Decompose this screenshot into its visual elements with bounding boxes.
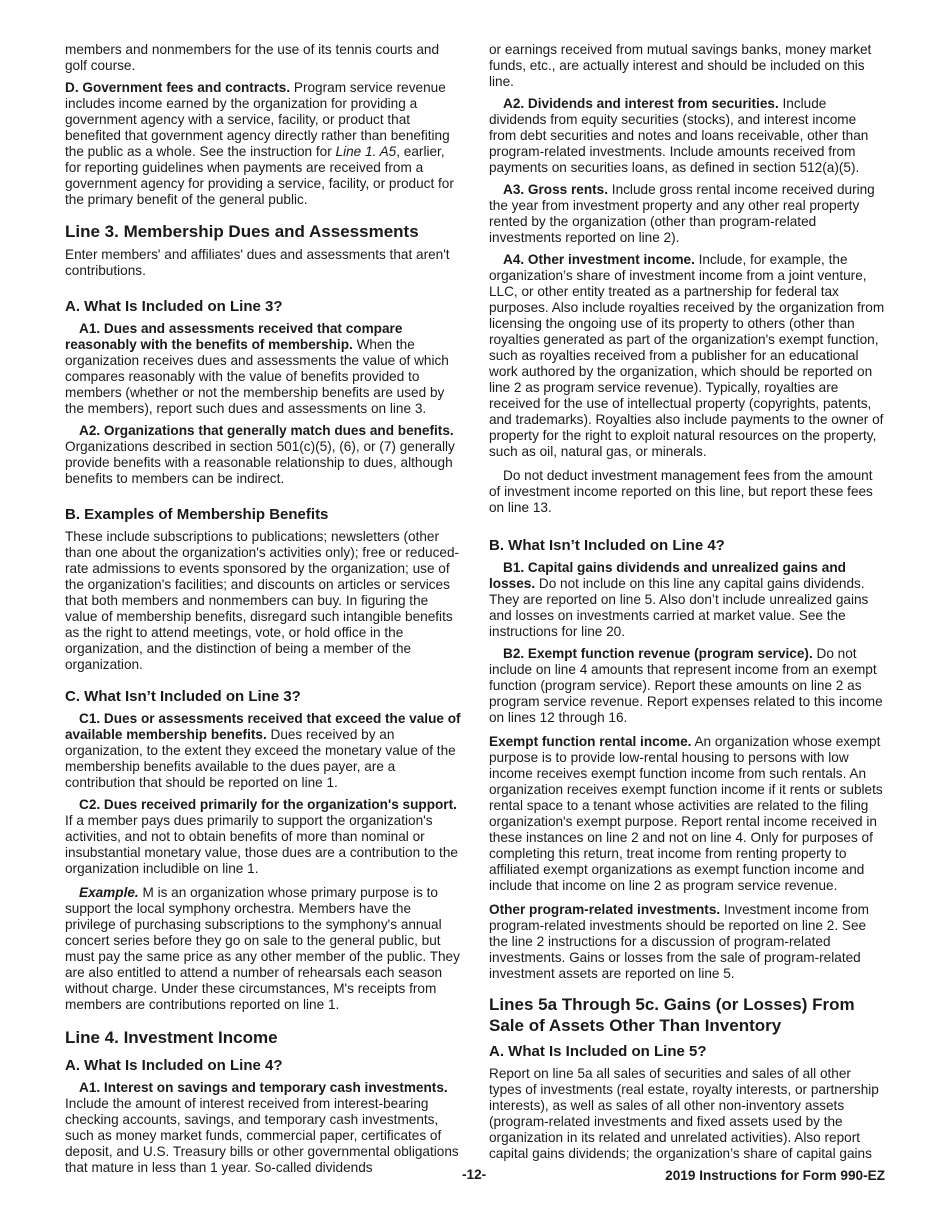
section-heading-line-4: Line 4. Investment Income: [65, 1028, 278, 1047]
example-label: Example.: [79, 885, 139, 900]
run-in-heading: C1. Dues or assessments received that exceed the value of available membership benefits.: [65, 711, 461, 742]
paragraph-a2: A2. Organizations that generally match dues and benefits. Organizations described in section 501(c)(5), (6), or (7) generally provide benefits with a reasonable relationship to dues, although benefits to members can be indirect.: [65, 423, 455, 486]
run-in-heading: Other program-related investments.: [489, 902, 721, 917]
right-column: [489, 42, 887, 1168]
subsection-heading: A. What Is Included on Line 3?: [65, 298, 283, 315]
run-in-heading: B2. Exempt function revenue (program service).: [503, 646, 813, 661]
paragraph-exempt-rental: Exempt function rental income. An organization whose exempt purpose is to provide low-rental housing to persons with low income receives exempt function income from such rentals. An organization receives exempt function income if it rents or sublets rental space to a tenant whose activities are related to the filing organization's exempt purpose. Report rental income received in these instances on line 2 and not on line 4. Only for purposes of completing this return, treat income from renting property to affiliated exempt organizations as exempt function income and include that income on line 2 as program service revenue.: [489, 734, 883, 893]
section-heading-line-3: Line 3. Membership Dues and Assessments: [65, 222, 419, 241]
subsection-heading: B. What Isn’t Included on Line 4?: [489, 537, 725, 554]
run-in-heading: A1. Interest on savings and temporary cash investments.: [79, 1080, 448, 1095]
paragraph-a3-rents: A3. Gross rents. Include gross rental income received during the year from investment property and any other real property rented by the organization (other than program-related investments reported on line 2).: [489, 182, 875, 245]
section-heading-line-5: Lines 5a Through 5c. Gains (or Losses) From Sale of Assets Other Than Inventory: [489, 995, 855, 1035]
paragraph-c1: C1. Dues or assessments received that exceed the value of available membership benefits. Dues received by an organization, to the extent they exceed the monetary value of the membership benefits available to the dues payer, are a contribution that should be reported on line 1.: [65, 711, 461, 790]
paragraph-a1: A1. Dues and assessments received that compare reasonably with the benefits of membership. When the organization receives dues and assessments the value of which compares reasonably with the value of benefits provided to members (whether or not the membership benefits are used by the members), report such dues and assessments on line 3.: [65, 321, 449, 416]
run-in-heading: A4. Other investment income.: [503, 252, 695, 267]
left-column: [65, 42, 463, 1182]
paragraph: Enter members' and affiliates' dues and assessments that aren't contributions.: [65, 247, 450, 278]
run-in-heading: C2. Dues received primarily for the organization's support.: [79, 797, 457, 812]
document-title: 2019 Instructions for Form 990-EZ: [665, 1168, 885, 1183]
paragraph: or earnings received from mutual savings banks, money market funds, etc., are actually interest and should be included on this line.: [489, 42, 872, 89]
run-in-heading: D. Government fees and contracts.: [65, 80, 291, 95]
run-in-heading: A1. Dues and assessments received that compare reasonably with the benefits of membership.: [65, 321, 403, 352]
paragraph-b1: B1. Capital gains dividends and unrealized gains and losses. Do not include on this line any capital gains dividends. They are reported on line 5. Also don’t include unrealized gains and losses on investments carried at market value. See the instructions for line 20.: [489, 560, 869, 639]
run-in-heading: B1. Capital gains dividends and unrealized gains and losses.: [489, 560, 846, 591]
run-in-heading: A2. Dividends and interest from securities.: [503, 96, 779, 111]
subsection-heading: A. What Is Included on Line 4?: [65, 1057, 283, 1074]
paragraph-membership-benefits: These include subscriptions to publications; newsletters (other than one about the organization's activities only); free or reduced-rate admissions to events sponsored by the organization; use of the organization's facilities; and discounts on articles or services that both members and nonmembers can buy. In figuring the value of membership benefits, disregard such intangible benefits as the right to attend meetings, vote, or hold office in the organization, and the distinction of being a member of the organization.: [65, 529, 460, 672]
subsection-heading: A. What Is Included on Line 5?: [489, 1043, 707, 1060]
paragraph-example: Example. M is an organization whose primary purpose is to support the local symphony orchestra. Members have the privilege of purchasing subscriptions to the symphony's annual concert series before they go on sale to the general public, but must pay the same price as any other member of the public. They are also entitled to attend a number of rehearsals each season without charge. Under these circumstances, M's receipts from members are contributions reported on line 1.: [65, 885, 460, 1012]
paragraph: members and nonmembers for the use of its tennis courts and golf course.: [65, 42, 440, 73]
run-in-heading: A2. Organizations that generally match dues and benefits.: [79, 423, 454, 438]
paragraph-a1-interest: A1. Interest on savings and temporary cash investments. Include the amount of interest received from interest-bearing checking accounts, savings, and temporary cash investments, such as money market funds, commercial paper, certificates of deposit, and U.S. Treasury bills or other governmental obligations that mature in less than 1 year. So-called dividends: [65, 1080, 459, 1175]
page-number: -12-: [462, 1167, 487, 1182]
paragraph-b2: B2. Exempt function revenue (program service). Do not include on line 4 amounts that represent income from an exempt function (program service). Report these amounts on line 2 as program service revenue. Report expenses related to this income on lines 12 through 16.: [489, 646, 883, 725]
subsection-heading: C. What Isn’t Included on Line 3?: [65, 688, 301, 705]
subsection-heading: B. Examples of Membership Benefits: [65, 506, 329, 523]
paragraph-a4-other-income: A4. Other investment income. Include, for example, the organization’s share of investment income from a joint venture, LLC, or other entity treated as a partnership for federal tax purposes. Also include royalties received by the organization from licensing the ongoing use of its property to others (other than royalties generated as part of the organization's exempt function, such as royalties received from a publisher for an educational work authored by the organization, which should be reported on line 2 as program service revenue). Typically, royalties are received for the use of intellectual property (copyrights, patents, and trademarks). Royalties also include payments to the owner of property for the right to exploit natural resources on the property, such as oil, natural gas, or minerals.: [489, 252, 885, 459]
paragraph-fees-note: Do not deduct investment management fees from the amount of investment income reported on this line, but report these fees on line 13.: [489, 468, 873, 515]
run-in-heading: Exempt function rental income.: [489, 734, 692, 749]
paragraph-d-government-fees: D. Government fees and contracts. Program service revenue includes income earned by the organization for providing a government agency with a service, facility, or product that benefited that government agency directly rather than benefiting the public as a whole. See the instruction for Line 1. A5, earlier, for reporting guidelines when payments are received from a government agency for providing a service, facility, or product for the primary benefit of the general public.: [65, 80, 454, 207]
paragraph-line5: Report on line 5a all sales of securities and sales of all other types of investments (real estate, royalty interests, or partnership interests), as well as sales of all other non-inventory assets (program-related investments and fixed assets used by the organization in its related and unrelated activities). Also report capital gains dividends; the organization’s share of capital gains: [489, 1066, 879, 1161]
paragraph-program-related: Other program-related investments. Investment income from program-related investments should be reported on line 2. See the line 2 instructions for a discussion of program-related investments. Gains or losses from the sale of program-related investment assets are reported on line 5.: [489, 902, 869, 981]
cross-reference: Line 1. A5: [335, 144, 397, 159]
paragraph-a2-dividends: A2. Dividends and interest from securities. Include dividends from equity securities (stocks), and interest income from debt securities and notes and loans receivable, other than program-related investments. Include amounts received from payments on securities loans, as defined in section 512(a)(5).: [489, 96, 869, 175]
paragraph-c2: C2. Dues received primarily for the organization's support. If a member pays dues primarily to support the organization's activities, and not to obtain benefits of more than nominal or insubstantial monetary value, those dues are a contribution to the organization includible on line 1.: [65, 797, 458, 876]
run-in-heading: A3. Gross rents.: [503, 182, 609, 197]
